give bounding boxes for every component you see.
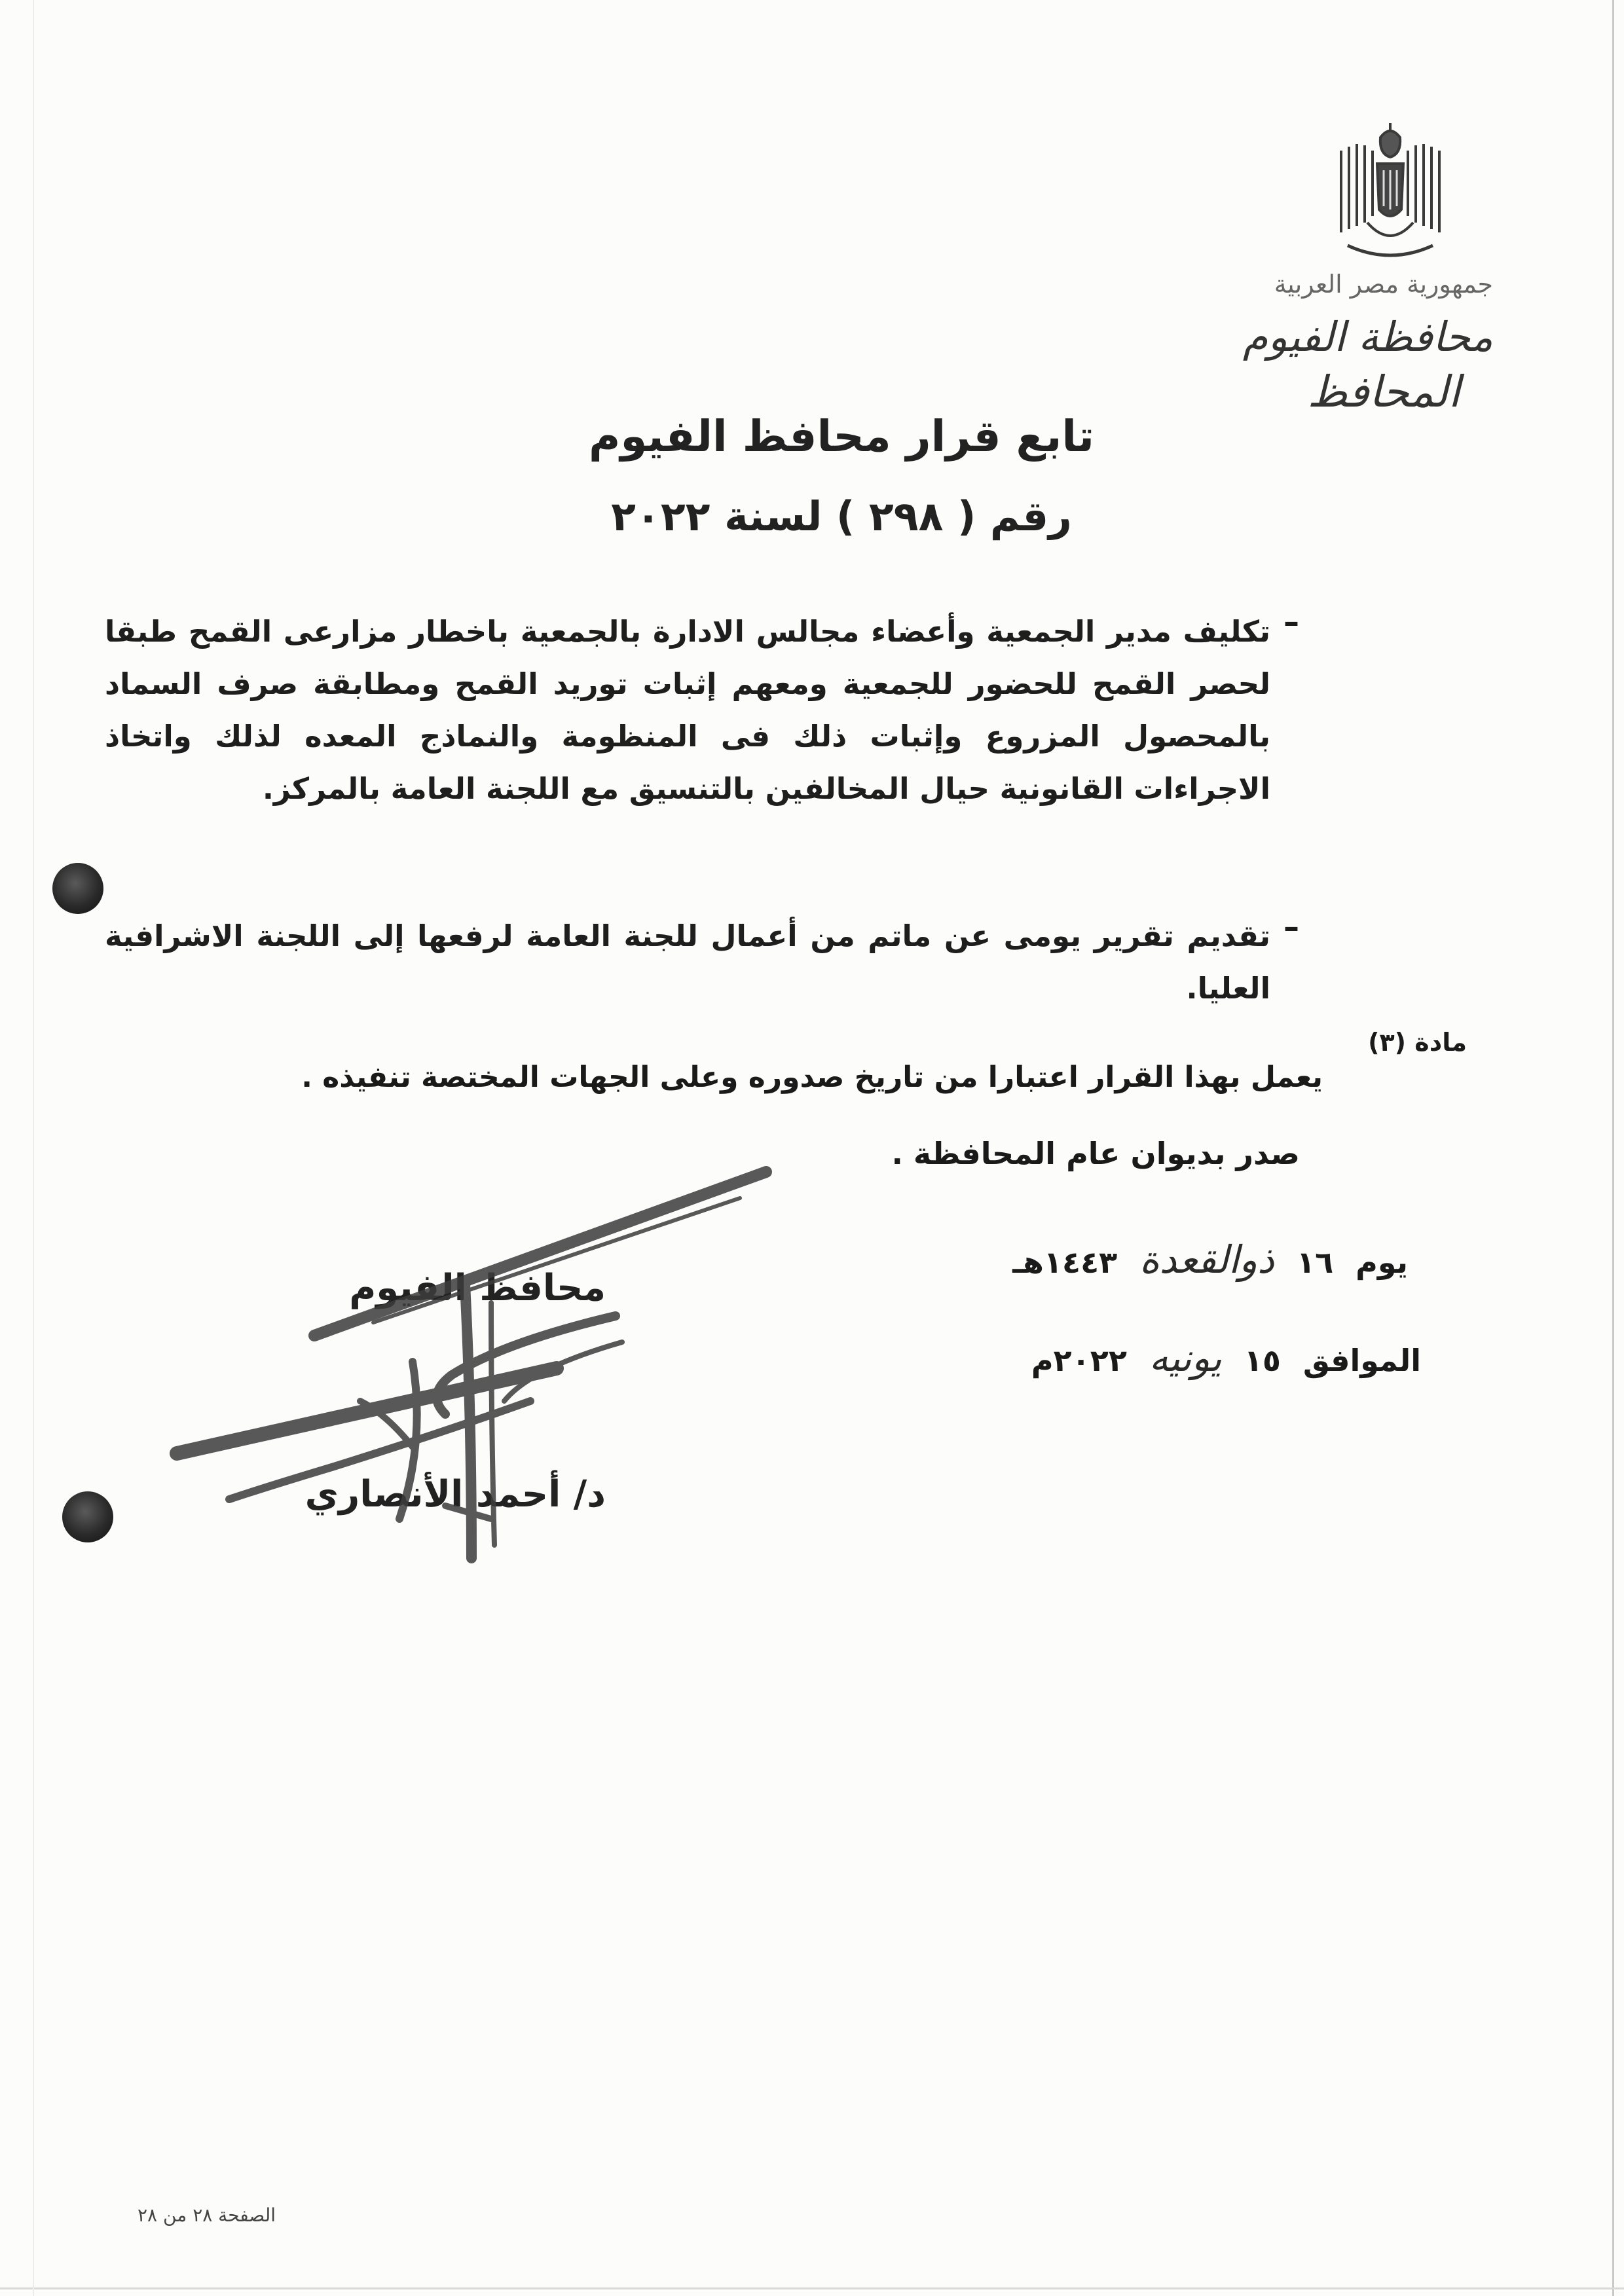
signatory-name: د/ أحمد الأنصاري: [304, 1473, 606, 1516]
signatory-title: محافظ الفيوم: [349, 1267, 606, 1309]
gregorian-day: ١٥: [1244, 1343, 1281, 1378]
list-bullet: –: [1283, 604, 1299, 640]
punch-hole-bottom: [62, 1491, 113, 1542]
gregorian-date-label: الموافق: [1302, 1343, 1421, 1378]
list-item: تكليف مدير الجمعية وأعضاء مجالس الادارة بالجمعية باخطار مزارعى القمح طبقا لحصر القمح للحضور للجمعية ومعهم إثبات توريد القمح ومطابقة صرف السماد بالمحصول المزروع وإثبات ذلك فى المنظومة والنماذج المعده لذلك واتخاذ الاجراءات القانونية حيال المخالفين بالتنسيق مع اللجنة العامة بالمركز.: [105, 614, 1270, 806]
hijri-year: ١٤٤٣هـ: [1012, 1245, 1118, 1280]
article-label: مادة (٣): [1368, 1028, 1467, 1057]
document-title: تابع قرار محافظ الفيوم: [589, 411, 1094, 462]
hijri-month: ذوالقعدة: [1139, 1237, 1275, 1282]
letterhead-governorate: محافظة الفيوم: [1242, 313, 1493, 361]
punch-hole-top: [52, 863, 103, 914]
article-text: يعمل بهذا القرار اعتبارا من تاريخ صدوره وعلى الجهات المختصة تنفيذه .: [301, 1061, 1323, 1094]
handwritten-signature: [164, 1152, 786, 1571]
gregorian-date: [1031, 1336, 1421, 1380]
page-number: الصفحة ٢٨ من ٢٨: [138, 2204, 276, 2226]
list-item: تقديم تقرير يومى عن ماتم من أعمال للجنة العامة لرفعها إلى اللجنة الاشرافية العليا.: [105, 919, 1270, 1006]
gregorian-month: يونيه: [1149, 1336, 1222, 1380]
gregorian-year: ٢٠٢٢م: [1031, 1343, 1127, 1378]
issued-statement: صدر بديوان عام المحافظة .: [891, 1136, 1300, 1171]
scan-edge-line: [1612, 0, 1614, 2296]
list-bullet: –: [1283, 909, 1299, 945]
decree-number: رقم ( ٢٩٨ ) لسنة ٢٠٢٢: [611, 492, 1072, 540]
hijri-date-label: يوم: [1356, 1245, 1408, 1280]
letterhead-country: جمهورية مصر العربية: [1274, 270, 1493, 299]
eagle-emblem-icon: [1328, 118, 1452, 268]
scan-left-line: [33, 0, 34, 2296]
hijri-date: [1012, 1237, 1408, 1282]
hijri-day: ١٦: [1297, 1245, 1334, 1280]
letterhead-office: المحافظ: [1307, 367, 1460, 417]
scan-bottom-line: [0, 2287, 1624, 2289]
